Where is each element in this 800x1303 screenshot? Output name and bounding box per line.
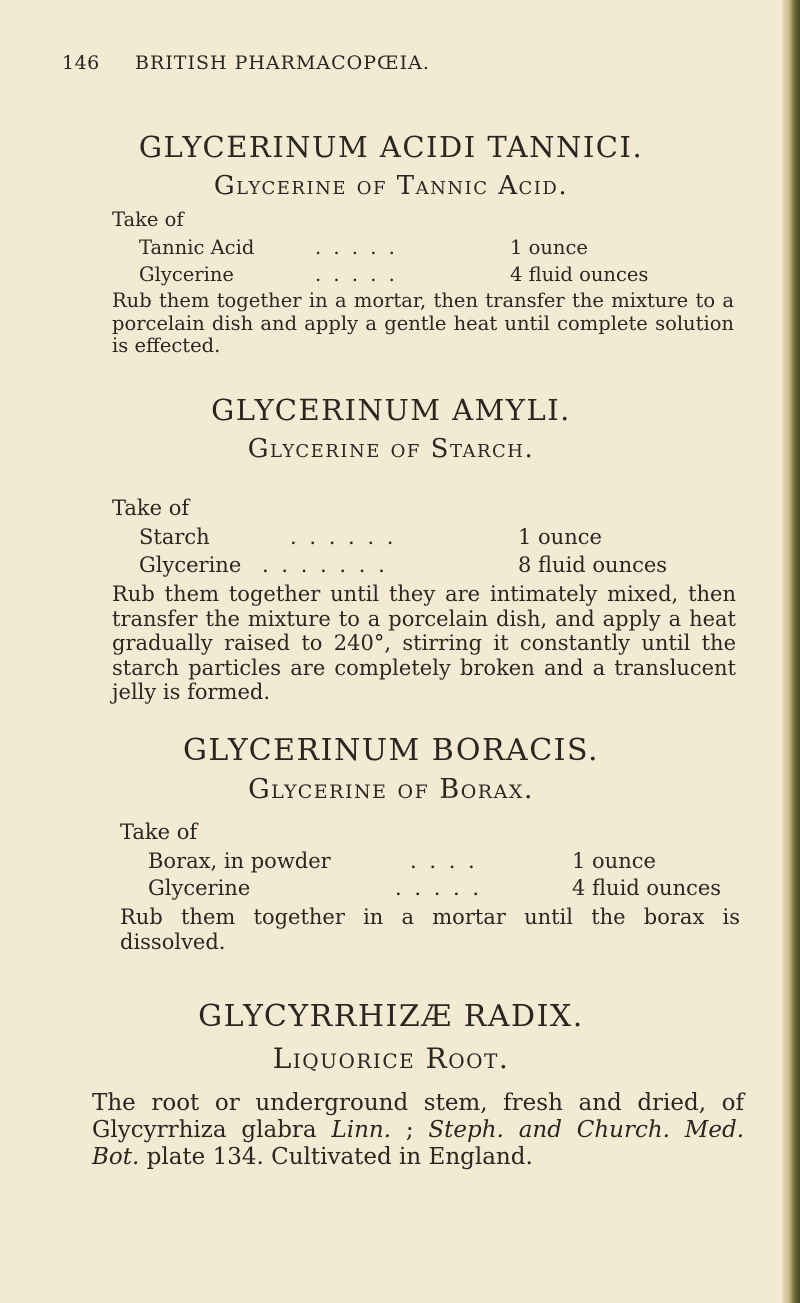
page-edge-shadow <box>782 0 800 1303</box>
section-title: GLYCERINUM AMYLI. <box>211 393 571 427</box>
ingredient-amount: 4 fluid ounces <box>572 876 722 900</box>
ingredient-amount: 1 ounce <box>518 525 602 549</box>
dot-leader: . . . . . <box>315 236 398 259</box>
section-title: GLYCERINUM ACIDI TANNICI. <box>138 130 644 164</box>
ingredient-amount: 1 ounce <box>572 849 656 873</box>
ingredient-name: Glycerine <box>139 553 242 577</box>
page-number: 146 <box>62 52 100 74</box>
reference-citation: Steph. and Church. Med. Bot. <box>92 1117 745 1170</box>
ingredient-amount: 8 fluid ounces <box>518 553 668 577</box>
description-text-end: plate 134. Cultivated in England. <box>139 1144 533 1170</box>
method-paragraph: Rub them together in a mortar until the borax is dissolved. <box>120 905 740 954</box>
ingredient-amount: 4 fluid ounces <box>510 263 649 286</box>
take-of-label: Take of <box>112 208 184 231</box>
take-of-label: Take of <box>112 496 190 520</box>
section-title: GLYCYRRHIZÆ RADIX. <box>198 999 584 1034</box>
running-header <box>0 52 782 82</box>
author-abbrev: Linn. <box>331 1117 392 1143</box>
section-subtitle: Glycerine of Tannic Acid. <box>213 171 569 201</box>
dot-leader: . . . . . . . <box>262 553 388 577</box>
section-title: GLYCERINUM BORACIS. <box>182 733 600 768</box>
ingredient-name: Starch <box>139 525 210 549</box>
dot-leader: . . . . . <box>315 263 398 286</box>
description-paragraph <box>92 1090 744 1171</box>
running-title: BRITISH PHARMACOPŒIA. <box>135 52 430 74</box>
ingredient-name: Tannic Acid <box>139 236 255 259</box>
description-text: The root or underground stem, fresh and dried, of Glycyrrhiza glabra <box>92 1090 744 1143</box>
take-of-label: Take of <box>120 820 198 844</box>
dot-leader: . . . . <box>410 849 478 873</box>
dot-leader: . . . . . <box>395 876 483 900</box>
ingredient-name: Glycerine <box>139 263 234 286</box>
section-subtitle: Glycerine of Borax. <box>248 774 534 805</box>
dot-leader: . . . . . . <box>290 525 397 549</box>
section-subtitle: Liquorice Root. <box>272 1042 510 1075</box>
section-subtitle: Glycerine of Starch. <box>247 434 535 464</box>
ingredient-name: Glycerine <box>148 876 251 900</box>
separator: ; <box>391 1117 429 1143</box>
method-paragraph: Rub them together until they are intimately mixed, then transfer the mixture to a porcelain dish, and apply a heat gradually raised to 240°, stirring it constantly until the starch particles are completely broken and a translucent jelly is formed. <box>112 582 736 704</box>
ingredient-name: Borax, in powder <box>148 849 331 873</box>
ingredient-amount: 1 ounce <box>510 236 588 259</box>
method-paragraph: Rub them together in a mortar, then transfer the mixture to a porcelain dish and apply a gentle heat until complete solution is effected. <box>112 289 734 357</box>
